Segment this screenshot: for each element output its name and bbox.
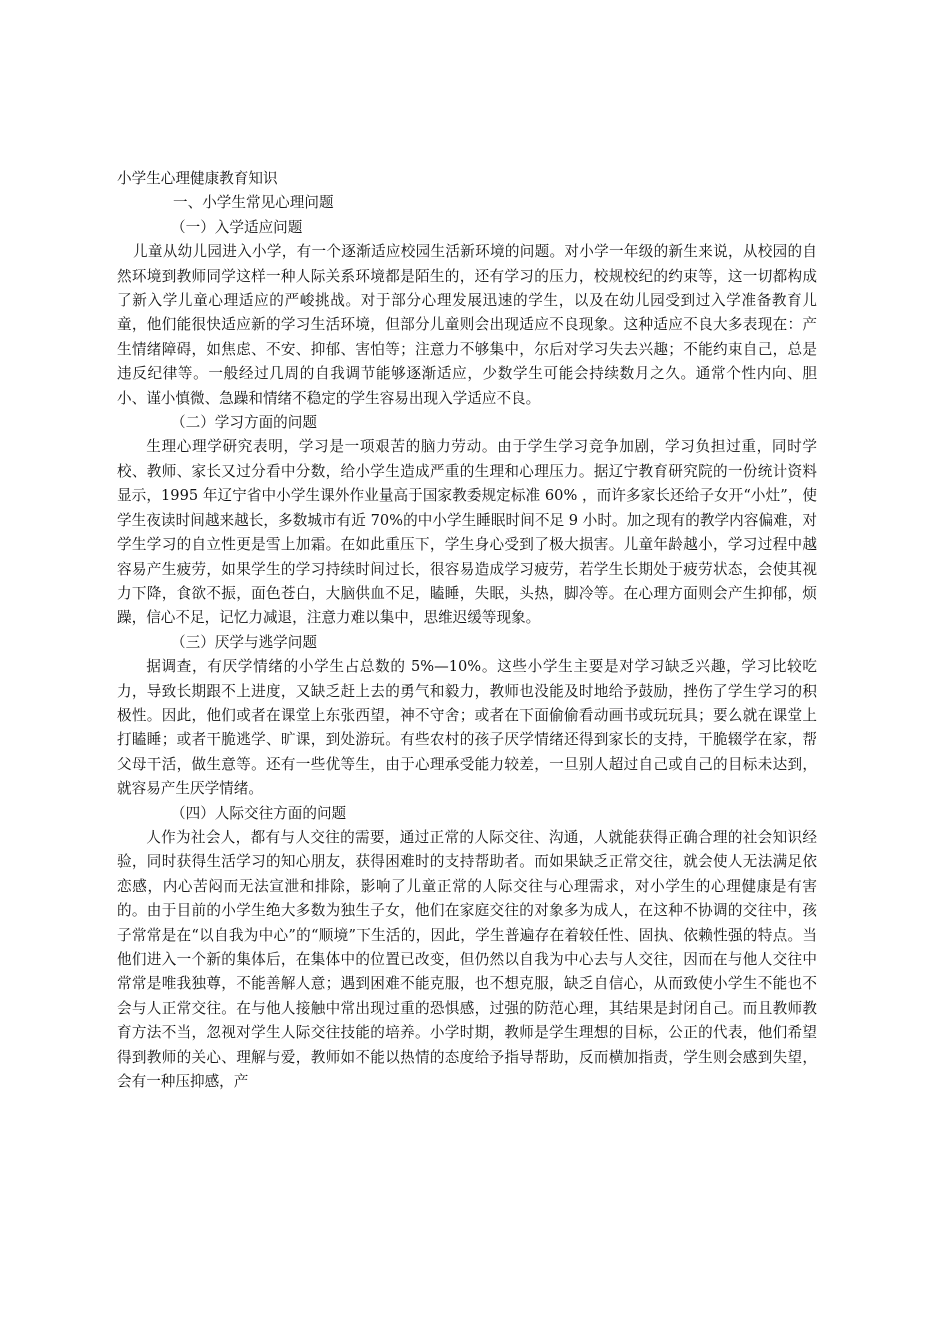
- subsection-heading-3: （三）厌学与逃学问题: [171, 633, 317, 651]
- paragraph-truancy: 据调查，有厌学情绪的小学生占总数的 5%—10%。这些小学生主要是对学习缺乏兴趣，学习比较吃力，导致长期跟不上进度，又缺乏赶上去的勇气和毅力，教师也没能及时地给予鼓励，挫伤了学生学习的积极性。因此，他们或者在课堂上东张西望，神不守舍；或者在下面偷偷看动画书或玩玩具；要么就在课堂上打瞌睡；或者干脆逃学、旷课，到处游玩。有些农村的孩子厌学情绪还得到家长的支持，干脆辍学在家，帮父母干活，做生意等。还有一些优等生，由于心理承受能力较差，一旦别人超过自己或自己的目标未达到，就容易产生厌学情绪。: [117, 658, 817, 798]
- subsection-heading-4: （四）人际交往方面的问题: [171, 804, 347, 822]
- section-heading-1: 一、小学生常见心理问题: [173, 194, 334, 212]
- paragraph-learning: 生理心理学研究表明，学习是一项艰苦的脑力劳动。由于学生学习竞争加剧，学习负担过重，同时学校、教师、家长又过分看中分数，给小学生造成严重的生理和心理压力。据辽宁教育研究院的一份统计资料显示，1995 年辽宁省中小学生课外作业量高于国家教委规定标准 60% ，而许多家长还给子女开“小灶”，使学生夜读时间越来越长，多数城市有近 70%的中小学生睡眠时间不足 9 小时。加之现有的教学内容偏难，对学生学习的自立性更是雪上加霜。在如此重压下，学生身心受到了极大损害。儿童年龄越小，学习过程中越容易产生疲劳，如果学生的学习持续时间过长，很容易造成学习疲劳，若学生长期处于疲劳状态，会使其视力下降，食欲不振，面色苍白，大脑供血不足，瞌睡，失眠，头热，脚冷等。在心理方面则会产生抑郁，烦躁，信心不足，记忆力减退，注意力难以集中，思维迟缓等现象。: [117, 438, 817, 627]
- subsection-heading-2: （二）学习方面的问题: [171, 414, 317, 432]
- document-title: 小学生心理健康教育知识: [117, 170, 278, 187]
- subsection-heading-1: （一）入学适应问题: [171, 218, 303, 236]
- paragraph-interpersonal: 人作为社会人，都有与人交往的需要，通过正常的人际交往、沟通，人就能获得正确合理的社会知识经验，同时获得生活学习的知心朋友，获得困难时的支持帮助者。而如果缺乏正常交往，就会使人无法满足依恋感，内心苦闷而无法宣泄和排除，影响了儿童正常的人际交往与心理需求，对小学生的心理健康是有害的。由于目前的小学生绝大多数为独生子女，他们在家庭交往的对象多为成人，在这种不协调的交往中，孩子常常是在“以自我为中心”的“顺境”下生活的，因此，学生普遍存在着较任性、固执、依赖性强的特点。当他们进入一个新的集体后，在集体中的位置已改变，但仍然以自我为中心去与人交往，因而在与他人交往中常常是唯我独尊，不能善解人意；遇到困难不能克服，也不想克服，缺乏自信心，从而致使小学生不能也不会与人正常交往。在与他人接触中常出现过重的恐惧感，过强的防范心理，其结果是封闭自己。而且教师教育方法不当，忽视对学生人际交往技能的培养。小学时期，教师是学生理想的目标，公正的代表，他们希望得到教师的关心、理解与爱，教师如不能以热情的态度给予指导帮助，反而横加指责，学生则会感到失望，会有一种压抑感，产: [117, 828, 817, 1091]
- document-page: [117, 167, 817, 1094]
- paragraph-adaptation: 儿童从幼儿园进入小学，有一个逐渐适应校园生活新环境的问题。对小学一年级的新生来说，从校园的自然环境到教师同学这样一种人际关系环境都是陌生的，还有学习的压力，校规校纪的约束等，这一切都构成了新入学儿童心理适应的严峻挑战。对于部分心理发展迅速的学生，以及在幼儿园受到过入学准备教育儿童，他们能很快适应新的学习生活环境，但部分儿童则会出现适应不良现象。这种适应不良大多表现在：产生情绪障碍，如焦虑、不安、抑郁、害怕等；注意力不够集中，尔后对学习失去兴趣；不能约束自己，总是违反纪律等。一般经过几周的自我调节能够逐渐适应，少数学生可能会持续数月之久。通常个性内向、胆小、谨小慎微、急躁和情绪不稳定的学生容易出现入学适应不良。: [117, 243, 817, 407]
